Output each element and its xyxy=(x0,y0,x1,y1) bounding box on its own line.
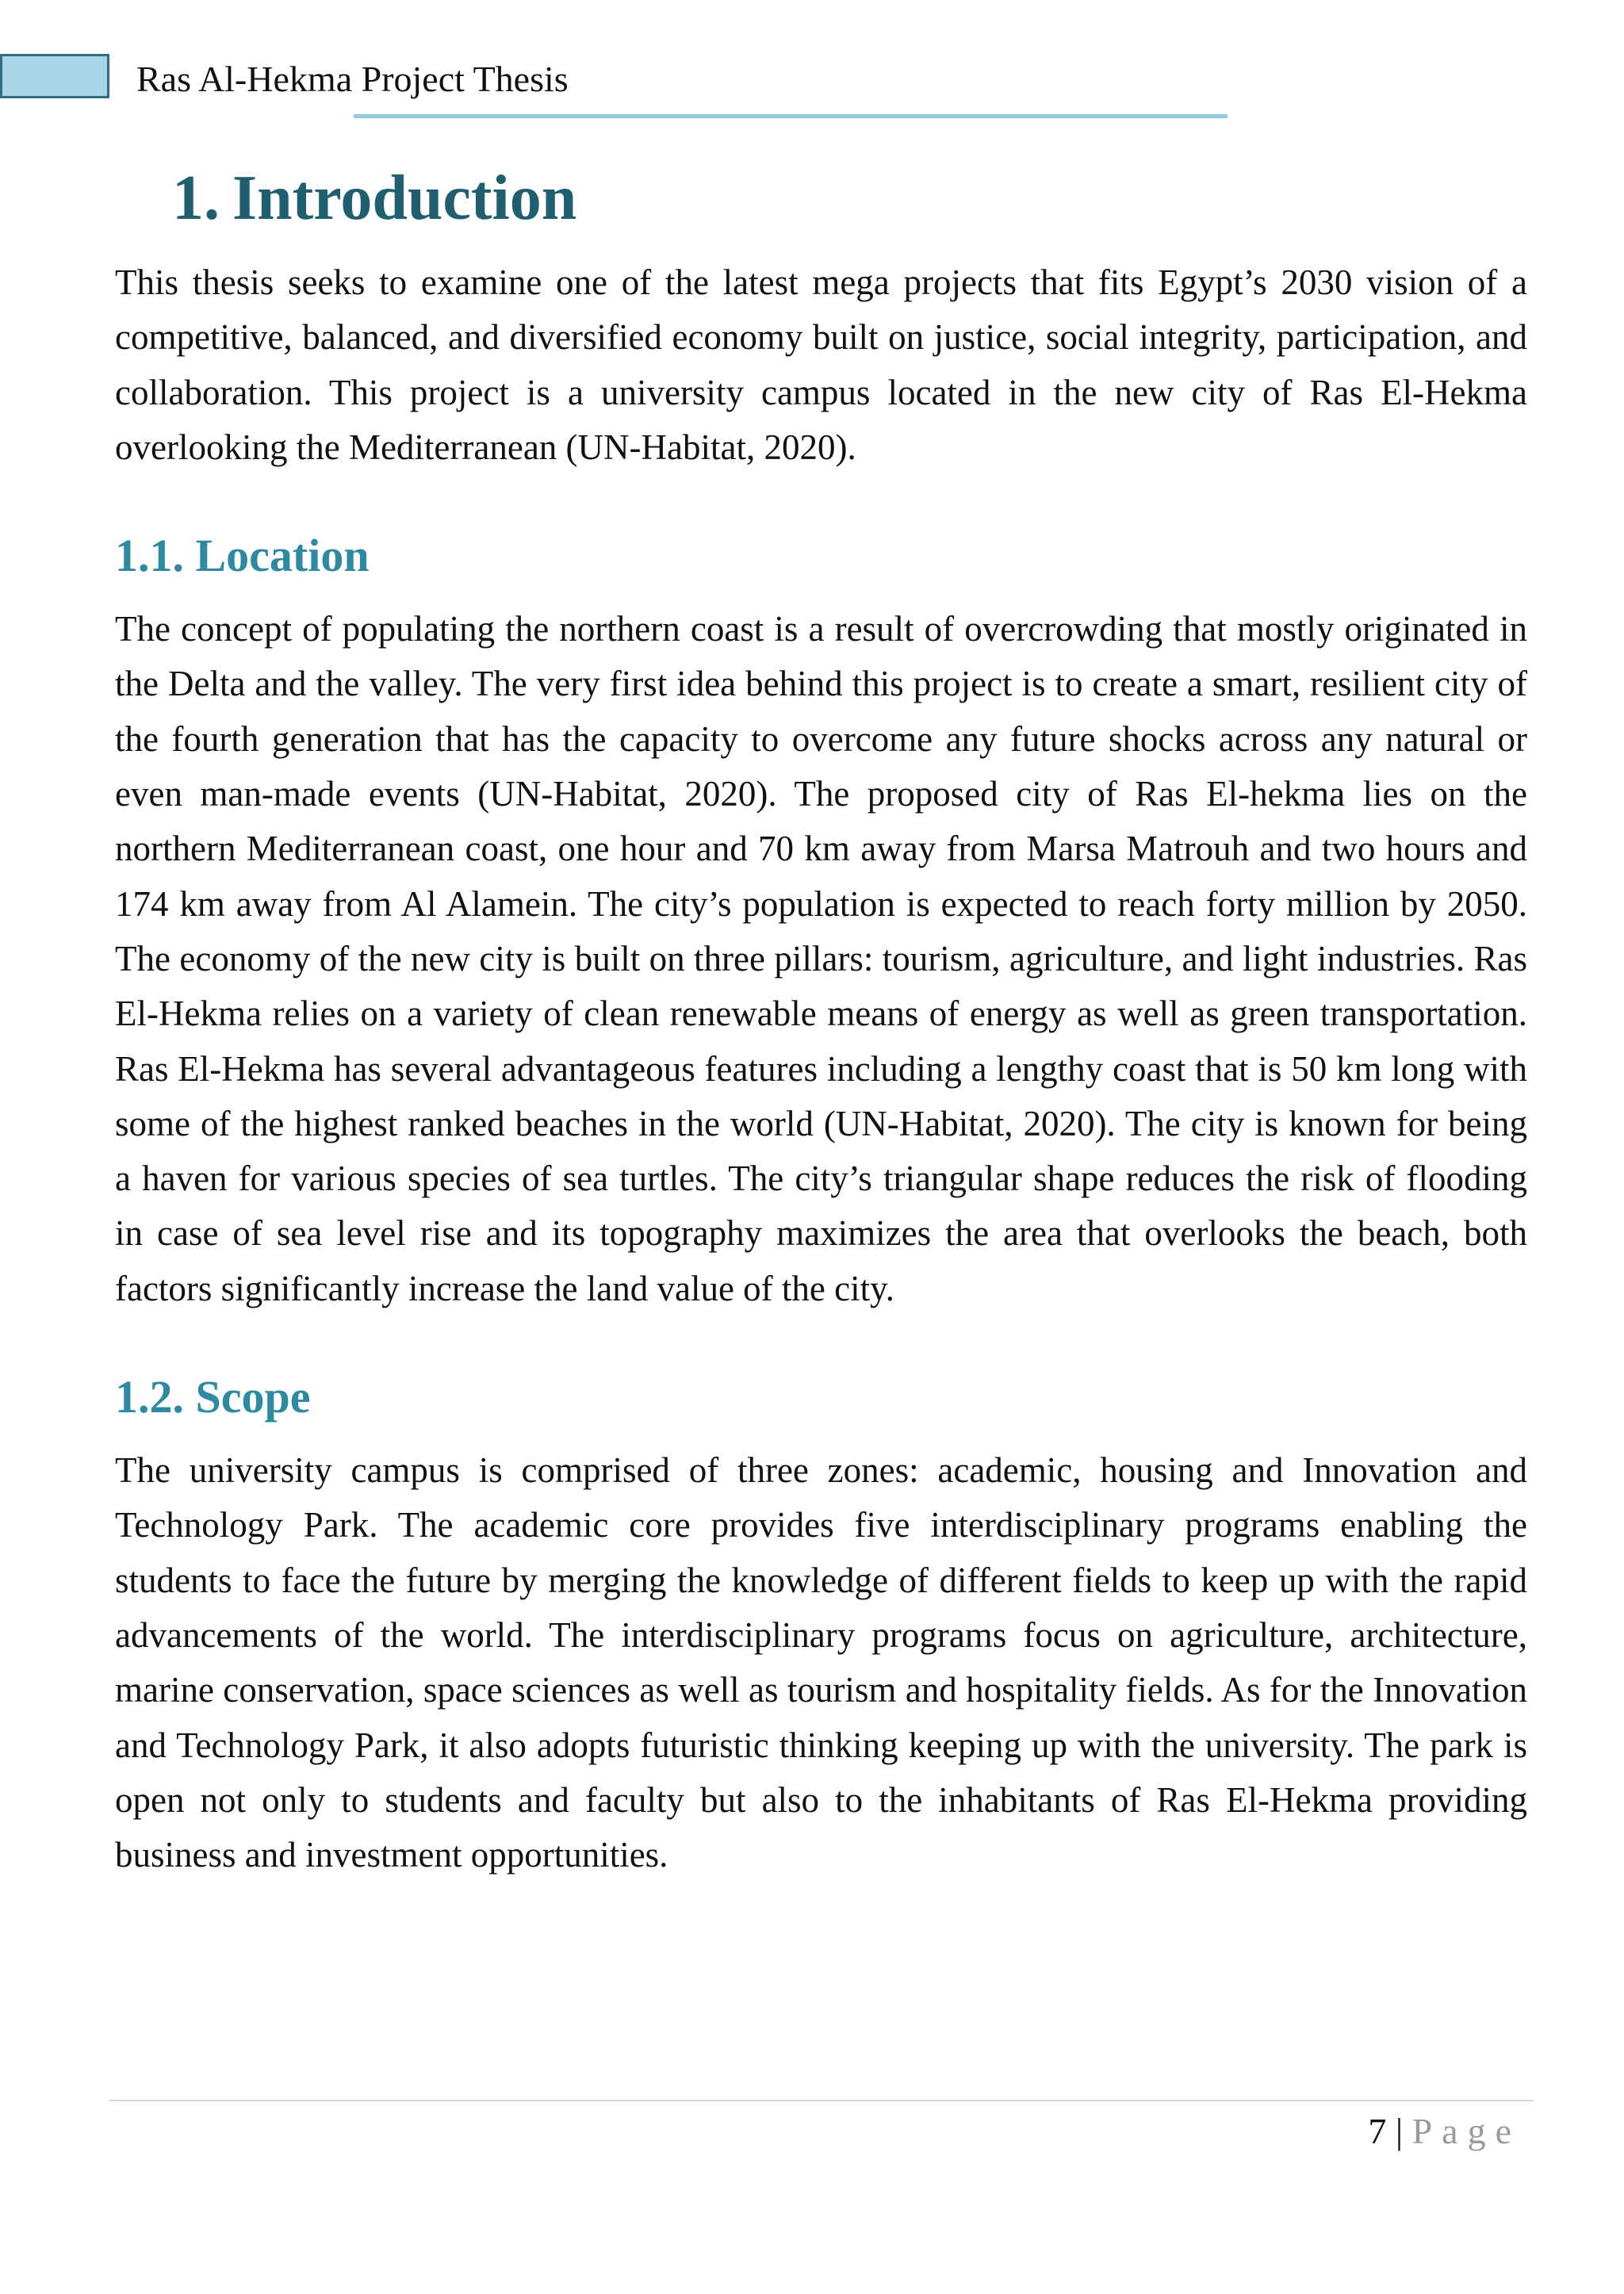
page-footer xyxy=(1368,2109,1521,2154)
footer-separator: | xyxy=(1395,2111,1404,2151)
running-header-title: Ras Al-Hekma Project Thesis xyxy=(136,59,569,99)
introduction-paragraph: This thesis seeks to examine one of the latest mega projects that fits Egypt’s 2030 vision of a competitive, balanced, and diversified economy built on justice, social integrity, participation, and collaboration. This project is a university campus located in the new city of Ras El-Hekma overlooking the Mediterranean (UN-Habitat, 2020). xyxy=(115,262,1527,467)
chapter-title: Introduction xyxy=(232,163,577,233)
page-label: Page xyxy=(1411,2111,1521,2151)
chapter-heading xyxy=(115,159,1527,238)
scope-paragraph: The university campus is comprised of three zones: academic, housing and Innovation and Technology Park. The academic core provides five interdisciplinary programs enabling the students to face the future by merging the knowledge of different fields to keep up with the rapid advancements of the world. The interdisciplinary programs focus on agriculture, architecture, marine conservation, space sciences as well as tourism and hospitality fields. As for the Innovation and Technology Park, it also adopts futuristic thinking keeping up with the university. The park is open not only to students and faculty but also to the inhabitants of Ras El-Hekma providing business and investment opportunities. xyxy=(115,1450,1527,1875)
chapter-number: 1. xyxy=(172,163,220,233)
header-decoration-box xyxy=(0,54,109,98)
header-rule xyxy=(354,114,1228,118)
scope-heading: 1.2. Scope xyxy=(115,1371,311,1423)
page-number: 7 xyxy=(1368,2111,1387,2151)
footer-rule xyxy=(109,2100,1534,2101)
location-heading: 1.1. Location xyxy=(115,530,370,582)
page-content xyxy=(115,159,1527,1882)
location-paragraph: The concept of populating the northern coast is a result of overcrowding that mostly originated in the Delta and the valley. The very first idea behind this project is to create a smart, resilient city of the fourth generation that has the capacity to overcome any future shocks across any natural or even man-made events (UN-Habitat, 2020). The proposed city of Ras El-hekma lies on the northern Mediterranean coast, one hour and 70 km away from Marsa Matrouh and two hours and 174 km away from Al Alamein. The city’s population is expected to reach forty million by 2050. The economy of the new city is built on three pillars: tourism, agriculture, and light industries. Ras El-Hekma relies on a variety of clean renewable means of energy as well as green transportation. Ras El-Hekma has several advantageous features including a lengthy coast that is 50 km long with some of the highest ranked beaches in the world (UN-Habitat, 2020). The city is known for being a haven for various species of sea turtles. The city’s triangular shape reduces the risk of flooding in case of sea level rise and its topography maximizes the area that overlooks the beach, both factors significantly increase the land value of the city. xyxy=(115,609,1527,1308)
